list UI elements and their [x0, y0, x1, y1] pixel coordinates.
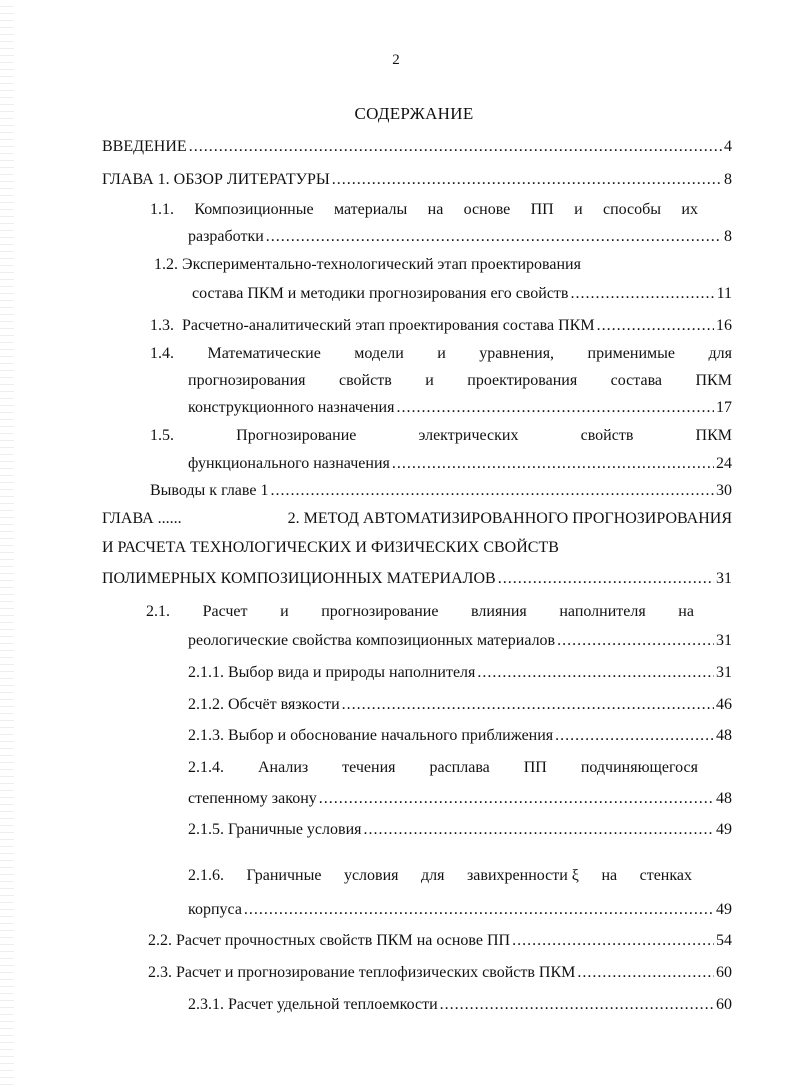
toc-entry-text: состава ПКМ и методики прогнозирования его свойств — [192, 285, 569, 302]
leader-dots — [498, 568, 714, 590]
toc-entry-page: 60 — [716, 964, 732, 981]
toc-entry-2-3-1[interactable] — [188, 994, 732, 1016]
toc-entry-1-4-line1[interactable]: 1.4. Математические модели и уравнения, применимые для — [150, 343, 732, 365]
section-number: 1.3. — [150, 317, 174, 334]
toc-entry-2-1-line1[interactable]: 2.1. Расчет и прогнозирование влияния наполнителя на — [146, 601, 694, 623]
toc-entry-chapter-2-line2: И РАСЧЕТА ТЕХНОЛОГИЧЕСКИХ И ФИЗИЧЕСКИХ СВОЙСТВ — [102, 539, 559, 556]
toc-entry-text: 2.2. Расчет прочностных свойств ПКМ на основе ПП — [148, 932, 511, 949]
toc-entry-text: 1.3. Расчетно-аналитический этап проектирования состава ПКМ — [150, 317, 595, 334]
toc-entry-text: разработки — [188, 228, 264, 245]
leader-dots — [577, 962, 714, 984]
leader-dots — [557, 630, 714, 652]
toc-entry-page: 31 — [716, 664, 732, 681]
toc-entry-1-4-line2: прогнозирования свойств и проектирования состава ПКМ — [188, 372, 732, 389]
toc-entry-text: ПОЛИМЕРНЫХ КОМПОЗИЦИОННЫХ МАТЕРИАЛОВ — [102, 570, 496, 587]
toc-entry-1-2[interactable] — [192, 283, 732, 305]
toc-entry-2-1-5[interactable] — [188, 819, 732, 841]
leader-dots — [342, 694, 714, 716]
toc-entry-introduction[interactable] — [102, 136, 732, 158]
toc-entry-page: 17 — [716, 399, 732, 416]
toc-entry-page: 31 — [716, 570, 732, 587]
toc-entry-text: ВВЕДЕНИЕ — [102, 138, 187, 155]
section-number: 1.2. — [154, 256, 178, 273]
toc-entry-2-1-6[interactable] — [188, 899, 732, 921]
toc-entry-page: 48 — [716, 790, 732, 807]
page-number: 2 — [392, 52, 400, 68]
toc-entry-2-1-6-line1[interactable]: 2.1.6. Граничные условия для завихренности ξ на стенках — [188, 867, 692, 884]
toc-entry-2-1-1[interactable] — [188, 662, 732, 684]
toc-entry-page: 48 — [716, 727, 732, 744]
toc-entry-chapter-2-line1[interactable]: ГЛАВА ...... 2. МЕТОД АВТОМАТИЗИРОВАННОГО ПРОГНОЗИРОВАНИЯ — [102, 510, 732, 527]
leader-dots — [477, 662, 714, 684]
toc-entry-page: 16 — [716, 317, 732, 334]
toc-entry-text: реологические свойства композиционных материалов — [188, 632, 556, 649]
toc-entry-page: 30 — [716, 482, 732, 499]
leader-dots — [270, 480, 714, 502]
toc-entry-1-3[interactable] — [150, 315, 732, 337]
toc-entry-2-1-3[interactable] — [188, 725, 732, 747]
leader-dots — [332, 169, 722, 191]
toc-entry-chapter-1[interactable] — [102, 169, 732, 191]
toc-entry-1-5-line1[interactable]: 1.5. Прогнозирование электрических свойств ПКМ — [150, 425, 732, 447]
toc-entry-text: 2.3. Расчет и прогнозирование теплофизических свойств ПКМ — [148, 964, 576, 981]
leader-dots — [555, 725, 714, 747]
toc-entry-1-5[interactable] — [188, 453, 732, 475]
toc-entry-2-1[interactable] — [188, 630, 732, 652]
toc-entry-2-2[interactable] — [148, 930, 732, 952]
toc-entry-text: Выводы к главе 1 — [150, 482, 269, 499]
toc-entry-text: 2.1.2. Обсчёт вязкости — [188, 696, 340, 713]
leader-dots — [597, 315, 714, 337]
section-number: 2.1. — [146, 603, 170, 620]
toc-entry-text: функционального назначения — [188, 455, 390, 472]
leader-dots — [319, 788, 714, 810]
leader-dots — [364, 819, 715, 841]
toc-entry-text: конструкционного назначения — [188, 399, 395, 416]
toc-entry-page: 54 — [716, 932, 732, 949]
toc-entry-text: 2.1.1. Выбор вида и природы наполнителя — [188, 664, 476, 681]
leader-dots — [189, 136, 722, 158]
toc-entry-page: 46 — [716, 696, 732, 713]
section-number: 1.5. — [150, 427, 174, 444]
toc-entry-1-1-line1[interactable]: 1.1. Композиционные материалы на основе ПП и способы их — [150, 199, 698, 221]
section-number: 1.4. — [150, 345, 174, 362]
toc-entry-1-2-line1[interactable]: 1.2. Экспериментально-технологический этап проектирования — [154, 256, 581, 273]
toc-entry-page: 60 — [716, 996, 732, 1013]
toc-entry-page: 49 — [716, 821, 732, 838]
leader-dots — [570, 283, 714, 305]
toc-entry-text: корпуса — [188, 901, 242, 918]
toc-entry-text: ГЛАВА 1. ОБЗОР ЛИТЕРАТУРЫ — [102, 171, 330, 188]
toc-entry-2-3[interactable] — [148, 962, 732, 984]
leader-dots — [244, 899, 714, 921]
toc-entry-page: 11 — [716, 285, 732, 302]
toc-entry-text: степенному закону — [188, 790, 317, 807]
leader-dots — [440, 994, 714, 1016]
toc-entry-page: 49 — [716, 901, 732, 918]
leader-dots — [512, 930, 714, 952]
leader-dots — [396, 397, 714, 419]
toc-entry-chapter-1-conclusions[interactable] — [150, 480, 732, 502]
toc-entry-text: 2.1.5. Граничные условия — [188, 821, 362, 838]
leader-dots — [266, 226, 722, 248]
toc-entry-1-4[interactable] — [188, 397, 732, 419]
toc-entry-page: 31 — [716, 632, 732, 649]
toc-entry-page: 8 — [724, 171, 732, 188]
section-number: 1.1. — [150, 201, 174, 218]
page-title: СОДЕРЖАНИЕ — [354, 104, 474, 123]
toc-entry-2-1-4[interactable] — [188, 788, 732, 810]
toc-entry-2-1-2[interactable] — [188, 694, 732, 716]
toc-entry-chapter-2[interactable] — [102, 568, 732, 590]
toc-entry-page: 8 — [724, 228, 732, 245]
toc-entry-2-1-4-line1[interactable]: 2.1.4. Анализ течения расплава ПП подчиняющегося — [188, 759, 698, 776]
leader-dots — [392, 453, 714, 475]
toc-entry-text: 2.1.3. Выбор и обоснование начального приближения — [188, 727, 554, 744]
toc-entry-text: 2.3.1. Расчет удельной теплоемкости — [188, 996, 438, 1013]
toc-entry-page: 4 — [724, 138, 732, 155]
toc-entry-page: 24 — [716, 455, 732, 472]
toc-entry-1-1[interactable] — [188, 226, 732, 248]
